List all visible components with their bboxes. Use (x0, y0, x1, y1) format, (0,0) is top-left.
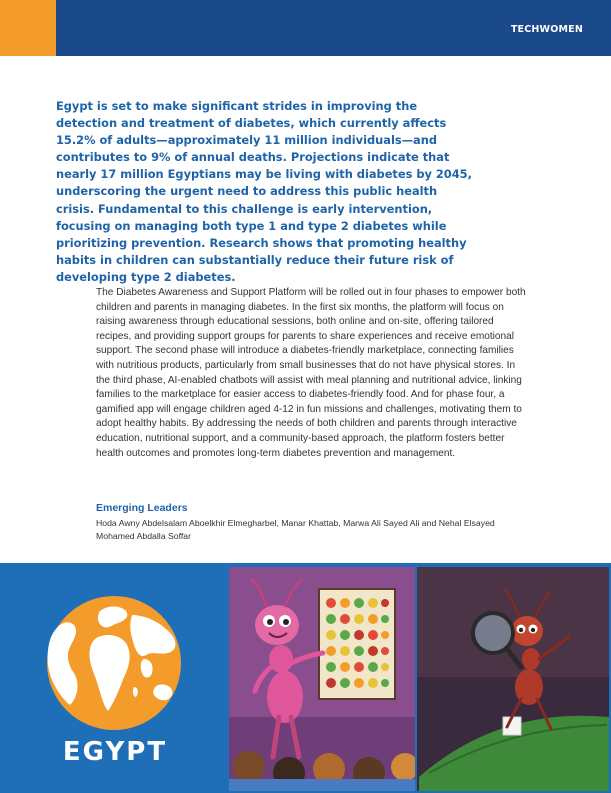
emerging-leaders-names: Hoda Awny Abdelsalam Aboelkhir Elmegharbel, Manar Khattab, Marwa Ali Sayed Ali and Nehal Elsayed Mohamed Abdalla Soffar (96, 518, 495, 541)
header-accent-block (0, 0, 56, 56)
globe-icon (44, 593, 184, 733)
ant-classroom-illustration (229, 567, 609, 791)
lead-paragraph: Egypt is set to make significant strides in improving the detection and treatment of diabetes, which currently affects 15.2% of adults—approximately 11 million individuals—and contributes to 9% of annual deaths. Projections indicate that nearly 17 million Egyptians may be living with diabetes by 2045, underscoring the urgent need to address this public health crisis. Fundamental to this challenge is early intervention, focusing on managing both type 1 and type 2 diabetes while prioritizing prevention. Research shows that promoting healthy habits in children can substantially reduce their future risk of developing type 2 diabetes. (56, 99, 472, 284)
country-name: EGYPT (62, 737, 168, 767)
brand-logo: TECHWOMEN (510, 24, 583, 35)
emerging-leaders-title: Emerging Leaders (96, 502, 188, 514)
body-paragraph: The Diabetes Awareness and Support Platform will be rolled out in four phases to empower both children and parents in managing diabetes. In the first six months, the platform will focus on raising awareness through educational sessions, both online and on-site, offering tailored recipes, and providing support groups for parents to share experiences and receive emotional support. The second phase will introduce a diabetes-friendly marketplace, connecting families with nutritious products, particularly from small businesses that do not have physical stores. In the third phase, AI-enabled chatbots will assist with meal planning and nutritional advice, linking families to the marketplace for easier access to diabetes-friendly food. And for phase four, a gamified app will engage children aged 4-12 in fun missions and challenges, motivating them to adopt healthy habits. By addressing the needs of both children and parents through interactive education, nutritional support, and a community-based approach, the platform fosters better health outcomes and promotes long-term diabetes prevention and management. (96, 287, 526, 459)
